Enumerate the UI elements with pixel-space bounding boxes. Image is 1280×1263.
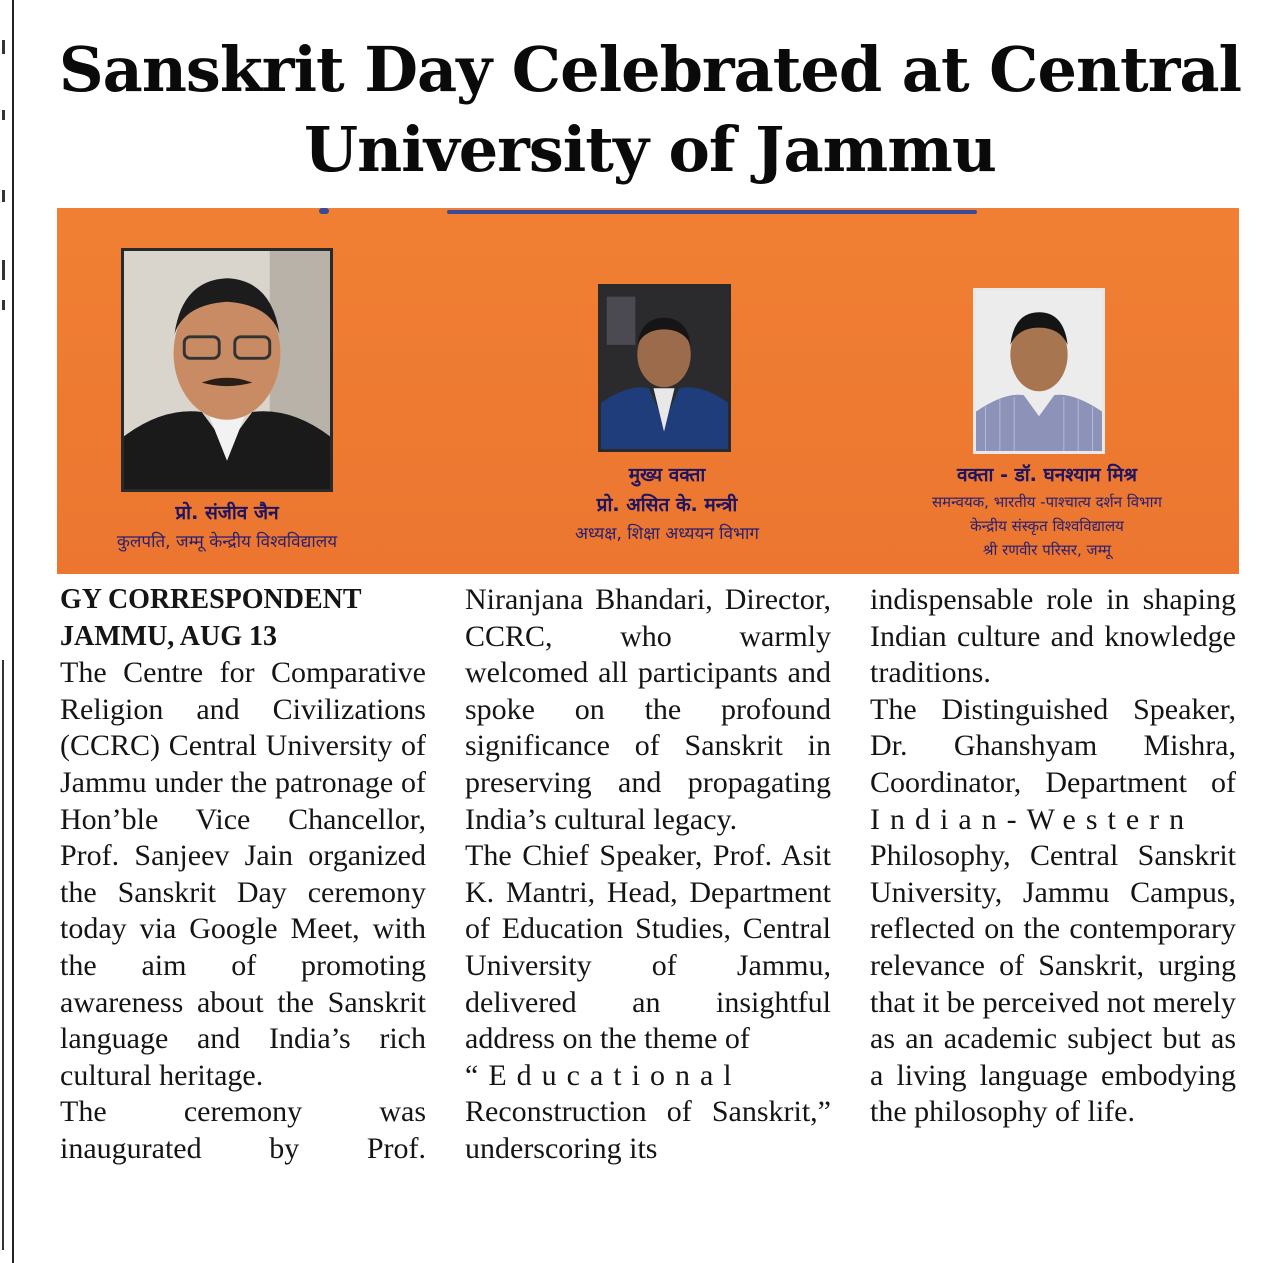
speaker-name-2: प्रो. असित के. मन्त्री [596, 494, 738, 516]
paragraph: The Centre for Comparative Religion and Civilizations (CCRC) Central University of Jammu under the patronage of Hon’ble Vice Chancellor, Prof. Sanjeev Jain organized the Sanskrit Day ceremony today via Google Meet, with the aim of promoting awareness about the Sanskrit language and India’s rich cultural heritage. [60, 656, 426, 1092]
byline: GY CORRESPONDENT [60, 584, 362, 615]
portrait-chief-speaker [598, 284, 731, 452]
paragraph: Reconstruction of Sanskrit,” underscoring its [465, 1095, 831, 1165]
paragraph: The ceremony was inaugurated by Prof. [60, 1095, 426, 1165]
paragraph: Philosophy, Central Sanskrit University, Jammu Campus, reflected on the contemporary relevance of Sanskrit, urging that it be perceived not merely as an academic subject but as a living language embodying the philosophy of life. [870, 839, 1236, 1129]
headline: Sanskrit Day Celebrated at Central University of Jammu [58, 33, 1242, 186]
speaker-role-2: मुख्य वक्ता [628, 464, 706, 486]
article-column-1 [60, 582, 426, 1168]
portrait-chancellor [121, 248, 333, 492]
speaker-title-2: अध्यक्ष, शिक्षा अध्ययन विभाग [575, 524, 759, 544]
speaker-name-3: वक्ता - डॉ. घनश्याम मिश्र [956, 464, 1138, 486]
paragraph: The Chief Speaker, Prof. Asit K. Mantri, Head, Department of Education Studies, Central University of Jammu, delivered an insightful address on the theme of [465, 839, 831, 1056]
article-column-3 [870, 582, 1236, 1131]
speaker-name-1: प्रो. संजीव जैन [175, 502, 279, 524]
paragraph-theme: “Educational [465, 1058, 742, 1092]
paragraph-department: Indian-Western [870, 802, 1195, 836]
speaker-title-1: कुलपति, जम्मू केन्द्रीय विश्वविद्यालय [116, 532, 338, 552]
speaker-title-3: समन्वयक, भारतीय -पाश्चात्य दर्शन विभाग [932, 493, 1162, 511]
portrait-speaker [973, 288, 1105, 454]
article-column-2 [465, 582, 831, 1168]
speaker-caption-1 [57, 498, 397, 556]
page-edge [0, 0, 14, 1263]
paragraph: Niranjana Bhandari, Director, CCRC, who warmly welcomed all participants and spoke on the profound significance of Sanskrit in preserving and propagating India’s cultural legacy. [465, 583, 831, 836]
banner-decoration [319, 208, 329, 214]
speaker-campus-3: श्री रणवीर परिसर, जम्मू [982, 541, 1112, 559]
dateline: JAMMU, AUG 13 [60, 620, 277, 652]
banner-decoration-strip [447, 210, 977, 214]
paragraph: indispensable role in shaping Indian culture and knowledge traditions. [870, 583, 1236, 690]
paragraph: The Distinguished Speaker, Dr. Ghanshyam Mishra, Coordinator, Department of [870, 692, 1236, 799]
event-banner [57, 208, 1239, 574]
speaker-affiliation-3: केन्द्रीय संस्कृत विश्वविद्यालय [970, 517, 1124, 535]
speaker-caption-3 [857, 460, 1237, 562]
article-body [60, 582, 1238, 1252]
speaker-caption-2 [517, 460, 817, 548]
